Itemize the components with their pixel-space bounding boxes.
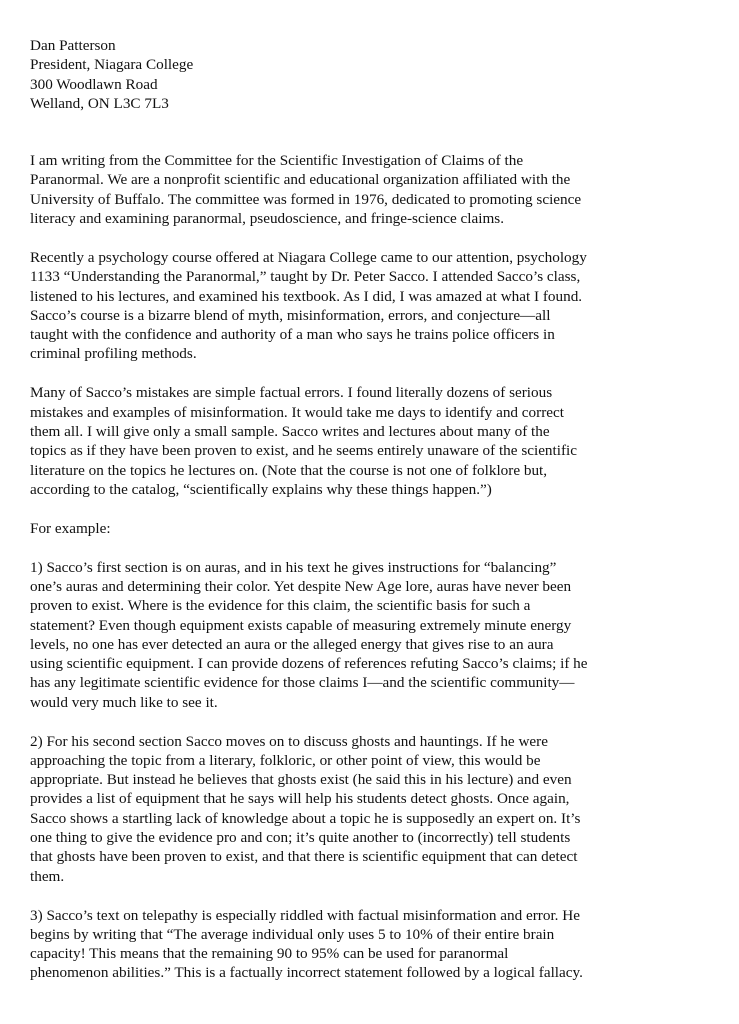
paragraph-ghosts bbox=[30, 732, 710, 886]
text-line: literature on the topics he lectures on. (Note that the course is not one of folklore but, bbox=[30, 461, 548, 479]
text-line: For example: bbox=[30, 519, 111, 537]
text-line: 1) Sacco’s first section is on auras, and in his text he gives instructions for “balancing” bbox=[30, 558, 557, 576]
text-line: listened to his lectures, and examined his textbook. As I did, I was amazed at what I found. bbox=[30, 287, 583, 305]
recipient-city: Welland, ON L3C 7L3 bbox=[30, 94, 169, 112]
paragraph-mistakes bbox=[30, 383, 710, 499]
text-line: would very much like to see it. bbox=[30, 693, 218, 711]
text-line: levels, no one has ever detected an aura or the alleged energy that gives rise to an aura bbox=[30, 635, 554, 653]
text-line: 3) Sacco’s text on telepathy is especially riddled with factual misinformation and error. He bbox=[30, 906, 580, 924]
text-line: that ghosts have been proven to exist, and that there is scientific equipment that can detect bbox=[30, 848, 578, 866]
text-line: criminal profiling methods. bbox=[30, 345, 197, 363]
text-line: statement? Even though equipment exists capable of measuring extremely minute energy bbox=[30, 616, 572, 634]
text-line: provides a list of equipment that he says will help his students detect ghosts. Once again, bbox=[30, 790, 570, 808]
paragraph-for-example bbox=[30, 519, 710, 538]
text-line: Many of Sacco’s mistakes are simple factual errors. I found literally dozens of serious bbox=[30, 384, 553, 402]
letter-page bbox=[30, 36, 710, 983]
text-line: has any legitimate scientific evidence for those claims I—and the scientific community— bbox=[30, 674, 575, 692]
text-line: one’s auras and determining their color. Yet despite New Age lore, auras have never been bbox=[30, 577, 572, 595]
paragraph-intro bbox=[30, 151, 710, 228]
text-line: taught with the confidence and authority of a man who says he trains police officers in bbox=[30, 326, 555, 344]
text-line: Sacco’s course is a bizarre blend of myth, misinformation, errors, and conjecture—all bbox=[30, 306, 551, 324]
text-line: Paranormal. We are a nonprofit scientific and educational organization affiliated with the bbox=[30, 171, 571, 189]
text-line: 2) For his second section Sacco moves on to discuss ghosts and hauntings. If he were bbox=[30, 732, 548, 750]
text-line: them. bbox=[30, 867, 65, 885]
recipient-title: President, Niagara College bbox=[30, 56, 194, 74]
recipient-street: 300 Woodlawn Road bbox=[30, 75, 158, 93]
text-line: capacity! This means that the remaining 90 to 95% can be used for paranormal bbox=[30, 945, 509, 963]
paragraph-auras bbox=[30, 558, 710, 712]
text-line: proven to exist. Where is the evidence for this claim, the scientific basis for such a bbox=[30, 597, 531, 615]
text-line: I am writing from the Committee for the Scientific Investigation of Claims of the bbox=[30, 152, 524, 170]
paragraph-course bbox=[30, 248, 710, 364]
text-line: mistakes and examples of misinformation. It would take me days to identify and correct bbox=[30, 403, 564, 421]
text-line: Sacco shows a startling lack of knowledge about a topic he is supposedly an expert on. It’s bbox=[30, 809, 581, 827]
text-line: Recently a psychology course offered at Niagara College came to our attention, psychology bbox=[30, 248, 587, 266]
text-line: 1133 “Understanding the Paranormal,” taught by Dr. Peter Sacco. I attended Sacco’s class, bbox=[30, 268, 581, 286]
paragraph-telepathy bbox=[30, 906, 710, 983]
text-line: phenomenon abilities.” This is a factually incorrect statement followed by a logical fallacy. bbox=[30, 964, 583, 982]
text-line: topics as if they have been proven to exist, and he seems entirely unaware of the scientific bbox=[30, 442, 577, 460]
recipient-name: Dan Patterson bbox=[30, 37, 116, 54]
text-line: approaching the topic from a literary, folkloric, or other point of view, this would be bbox=[30, 751, 541, 769]
recipient-address bbox=[30, 36, 710, 113]
text-line: begins by writing that “The average individual only uses 5 to 10% of their entire brain bbox=[30, 925, 555, 943]
text-line: using scientific equipment. I can provide dozens of references refuting Sacco’s claims; if he bbox=[30, 655, 588, 673]
text-line: literacy and examining paranormal, pseudoscience, and fringe-science claims. bbox=[30, 210, 504, 228]
text-line: University of Buffalo. The committee was formed in 1976, dedicated to promoting science bbox=[30, 190, 582, 208]
text-line: appropriate. But instead he believes that ghosts exist (he said this in his lecture) and even bbox=[30, 771, 572, 789]
text-line: one thing to give the evidence pro and con; it’s quite another to (incorrectly) tell students bbox=[30, 829, 571, 847]
text-line: them all. I will give only a small sample. Sacco writes and lectures about many of the bbox=[30, 422, 550, 440]
text-line: according to the catalog, “scientifically explains why these things happen.”) bbox=[30, 480, 492, 498]
